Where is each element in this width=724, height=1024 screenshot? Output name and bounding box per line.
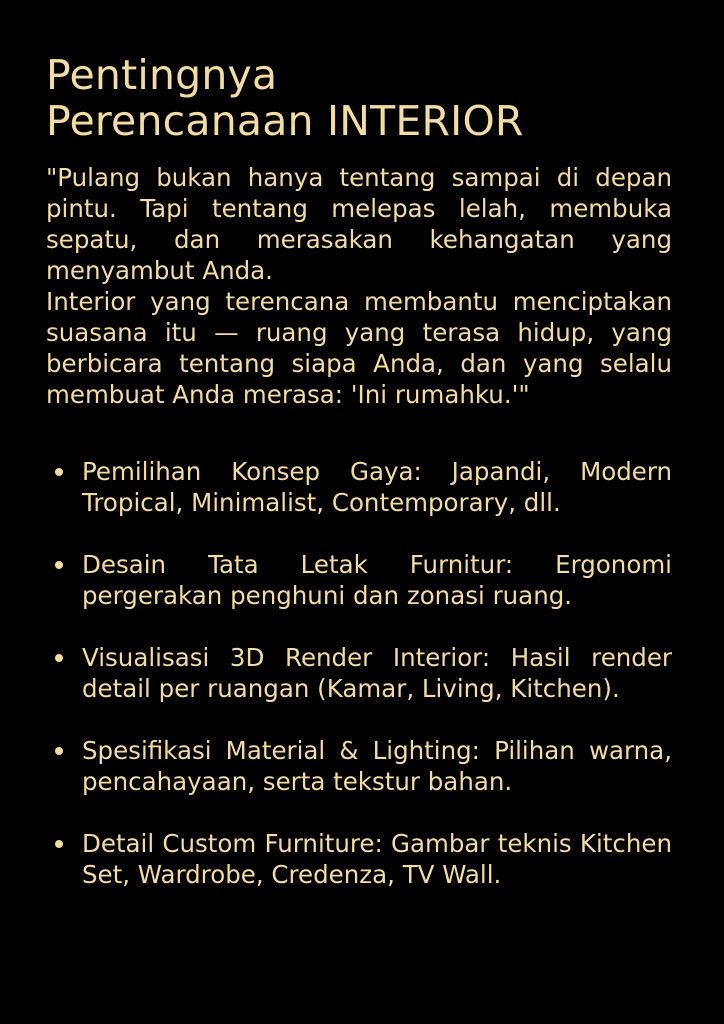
bullet-dot-icon <box>55 654 63 662</box>
feature-list <box>46 456 672 890</box>
page-title <box>46 52 672 144</box>
list-item-text: Pemilihan Konsep Gaya: Japandi, Modern Tropical, Minimalist, Contemporary, dll. <box>82 457 672 517</box>
intro-quote <box>46 162 672 410</box>
title-line-1: Pentingnya <box>46 51 278 99</box>
bullet-dot-icon <box>55 747 63 755</box>
list-item <box>46 735 672 797</box>
list-item <box>46 642 672 704</box>
document-page <box>46 52 672 921</box>
list-item-text: Desain Tata Letak Furnitur: Ergonomi pergerakan penghuni dan zonasi ruang. <box>82 550 672 610</box>
quote-paragraph-2: Interior yang terencana membantu menciptakan suasana itu — ruang yang terasa hidup, yang berbicara tentang siapa Anda, dan yang selalu membuat Anda merasa: 'Ini rumahku.'" <box>46 287 672 409</box>
list-item <box>46 549 672 611</box>
list-item <box>46 456 672 518</box>
list-item-text: Spesifikasi Material & Lighting: Pilihan warna, pencahayaan, serta tekstur bahan. <box>82 736 672 796</box>
list-item <box>46 828 672 890</box>
list-item-text: Visualisasi 3D Render Interior: Hasil render detail per ruangan (Kamar, Living, Kitchen). <box>82 643 672 703</box>
list-item-text: Detail Custom Furniture: Gambar teknis Kitchen Set, Wardrobe, Credenza, TV Wall. <box>82 829 672 889</box>
quote-paragraph-1: "Pulang bukan hanya tentang sampai di depan pintu. Tapi tentang melepas lelah, membuka sepatu, dan merasakan kehangatan yang menyambut Anda. <box>46 163 672 285</box>
bullet-dot-icon <box>55 561 63 569</box>
title-line-2: Perencanaan INTERIOR <box>46 97 524 145</box>
bullet-dot-icon <box>55 840 63 848</box>
bullet-dot-icon <box>55 468 63 476</box>
